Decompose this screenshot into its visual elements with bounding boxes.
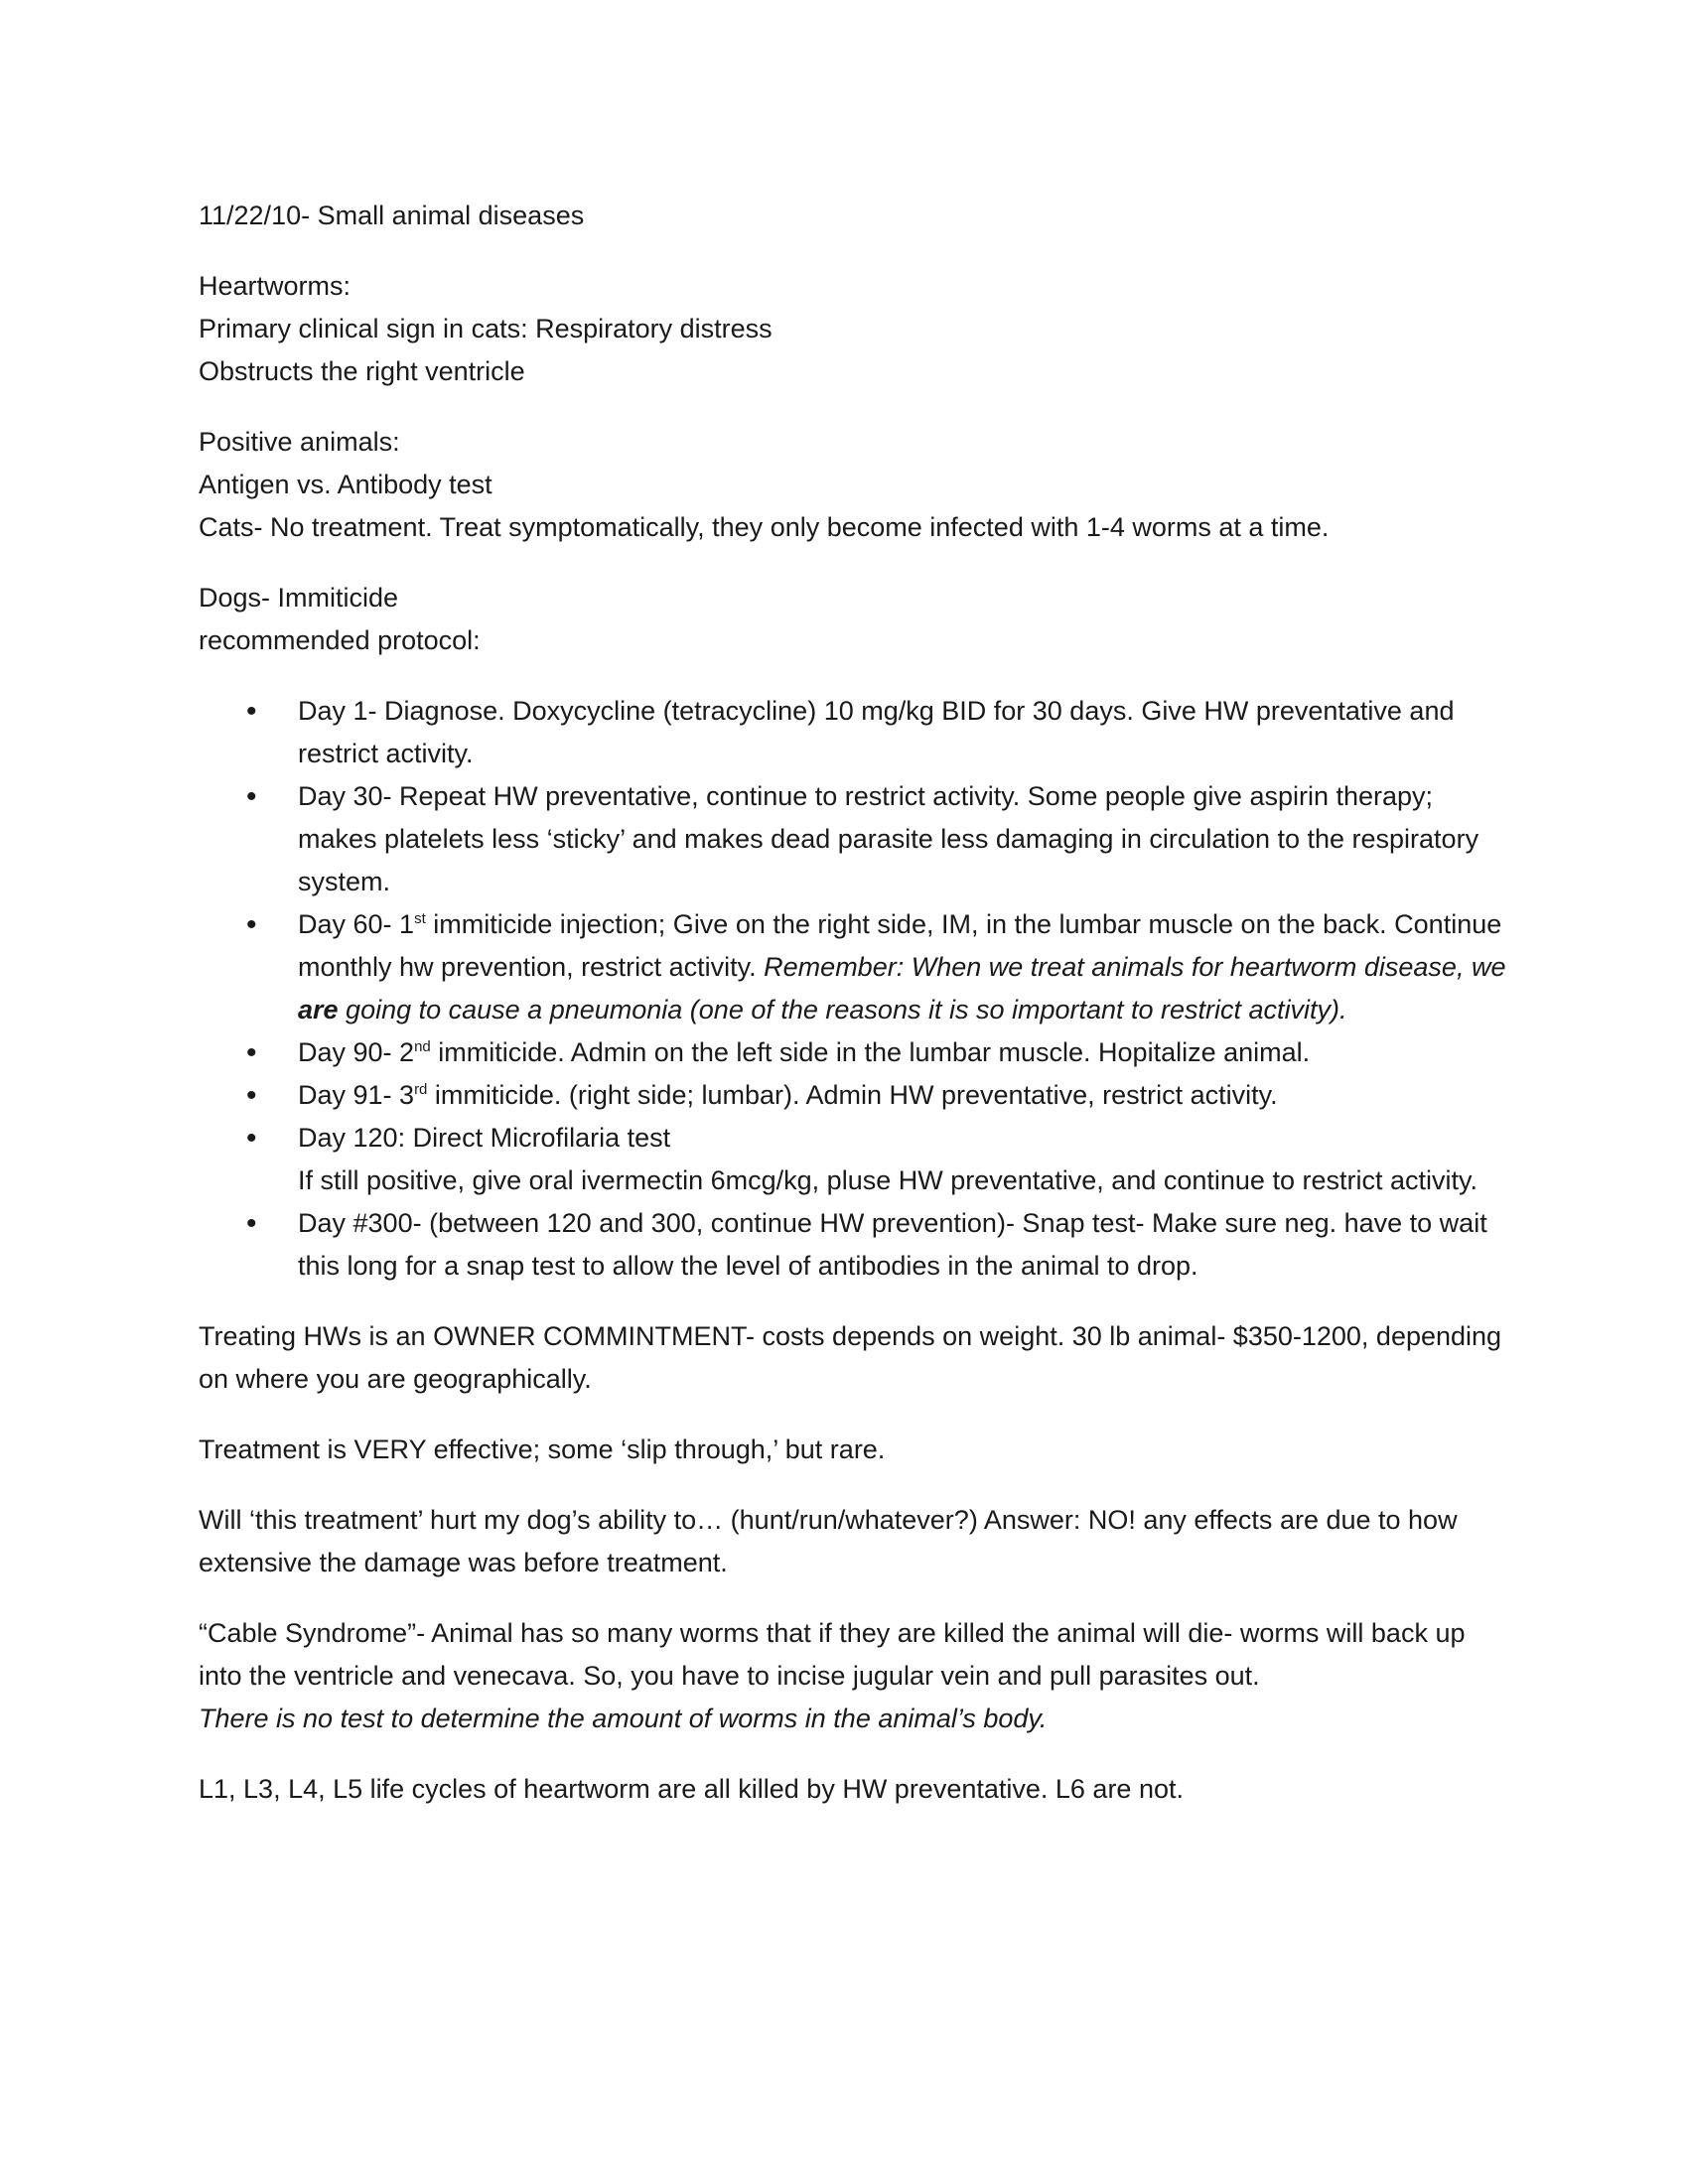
heartworms-section — [199, 265, 1509, 393]
positive-line-2: Cats- No treatment. Treat symptomatically, they only become infected with 1-4 worms at a time. — [199, 512, 1330, 542]
positive-heading: Positive animals: — [199, 427, 400, 457]
day-60-remember-bold: are — [298, 995, 339, 1024]
protocol-item-day-1 — [199, 690, 1509, 775]
day-1-text: Day 1- Diagnose. Doxycycline (tetracycline) 10 mg/kg BID for 30 days. Give HW preventative and restrict activity. — [298, 696, 1455, 768]
protocol-list — [199, 690, 1509, 1288]
heartworms-heading: Heartworms: — [199, 271, 352, 301]
day-90-text: immiticide. Admin on the left side in the lumbar muscle. Hopitalize animal. — [430, 1037, 1311, 1067]
protocol-item-day-90 — [199, 1031, 1509, 1074]
question-paragraph: Will ‘this treatment’ hurt my dog’s ability to… (hunt/run/whatever?) Answer: NO! any effects are due to how extensive the damage was before treatment. — [199, 1505, 1458, 1577]
day-60-remember-italic: Remember: When we treat animals for heartworm disease, we — [764, 952, 1506, 982]
day-120-line-2: If still positive, give oral ivermectin 6mcg/kg, pluse HW preventative, and continue to restrict activity. — [298, 1165, 1477, 1195]
protocol-item-day-60 — [199, 903, 1509, 1031]
cable-syndrome-paragraph — [199, 1612, 1509, 1740]
cable-syndrome-text: “Cable Syndrome”- Animal has so many worms that if they are killed the animal will die- worms will back up into the ventricle and venecava. So, you have to incise jugular vein and pull parasites out. — [199, 1618, 1466, 1691]
day-300-text: Day #300- (between 120 and 300, continue HW prevention)- Snap test- Make sure neg. have to wait this long for a snap test to allow the level of antibodies in the animal to drop. — [298, 1208, 1487, 1281]
protocol-item-day-91 — [199, 1074, 1509, 1117]
day-120-line-1: • Day 120: Direct Microfilaria test — [298, 1123, 671, 1153]
protocol-item-day-300 — [199, 1202, 1509, 1288]
protocol-item-day-120 — [199, 1117, 1509, 1202]
positive-line-1: Antigen vs. Antibody test — [199, 470, 492, 499]
heartworms-line-2: Obstructs the right ventricle — [199, 356, 525, 386]
dogs-line-1: Dogs- Immiticide — [199, 583, 399, 613]
day-90-prefix: Day 90- 2 — [298, 1037, 415, 1067]
heartworms-line-1: Primary clinical sign in cats: Respiratory distress — [199, 314, 773, 343]
document-body — [199, 195, 1509, 1811]
effectiveness-paragraph: Treatment is VERY effective; some ‘slip through,’ but rare. — [199, 1434, 886, 1464]
day-30-text: Day 30- Repeat HW preventative, continue to restrict activity. Some people give aspirin therapy; makes platelets less ‘sticky’ and makes dead parasite less damaging in circulation to the respiratory system. — [298, 781, 1479, 896]
positive-animals-section — [199, 421, 1509, 549]
dogs-section — [199, 577, 1509, 662]
day-60-text: immiticide injection; Give on the right side, IM, in the lumbar muscle on the back. Continue monthly hw prevention, restrict activity. — [298, 909, 1502, 982]
document-title: 11/22/10- Small animal diseases — [199, 201, 585, 230]
day-91-ordinal: rd — [414, 1081, 428, 1098]
owner-commitment-paragraph: Treating HWs is an OWNER COMMINTMENT- costs depends on weight. 30 lb animal- $350-1200, depending on where you are geographically. — [199, 1321, 1502, 1394]
day-60-ordinal: st — [414, 910, 426, 927]
day-60-remember-italic-end: going to cause a pneumonia (one of the reasons it is so important to restrict activity). — [338, 995, 1347, 1024]
day-91-prefix: Day 91- 3 — [298, 1080, 415, 1110]
dogs-line-2: recommended protocol: — [199, 625, 481, 655]
day-60-prefix: Day 60- 1 — [298, 909, 415, 939]
protocol-item-day-30 — [199, 775, 1509, 903]
lifecycle-paragraph: L1, L3, L4, L5 life cycles of heartworm are all killed by HW preventative. L6 are not. — [199, 1774, 1184, 1804]
cable-syndrome-italic: There is no test to determine the amount of worms in the animal’s body. — [199, 1704, 1048, 1733]
day-90-ordinal: nd — [414, 1038, 431, 1055]
day-91-text: immiticide. (right side; lumbar). Admin HW preventative, restrict activity. — [427, 1080, 1278, 1110]
